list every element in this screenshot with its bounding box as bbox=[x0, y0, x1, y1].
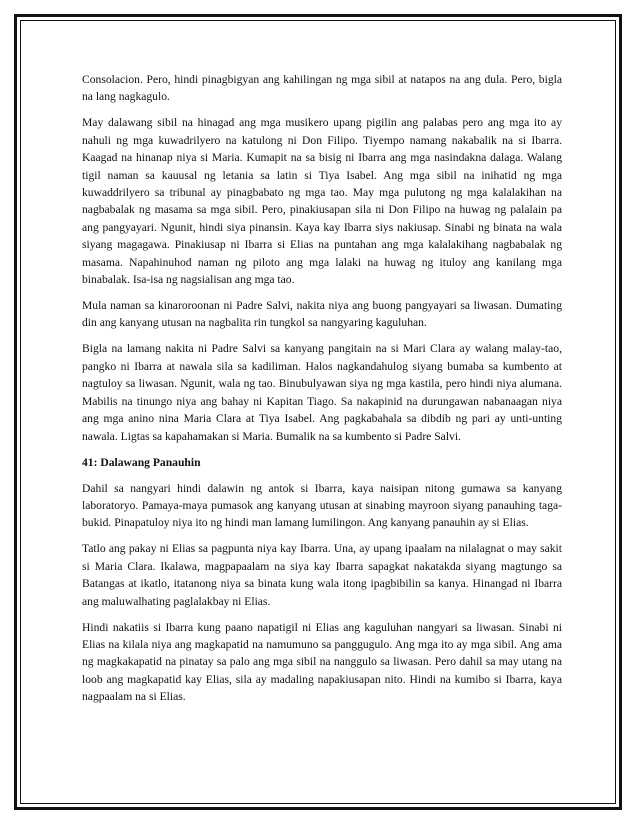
paragraph: Hindi nakatiis si Ibarra kung paano napatigil ni Elias ang kaguluhan nangyari sa liwasan. Sinabi ni Elias na kilala niya ang magkapatid na namumuno sa panggugulo. Ang mga ito ay mga sibil. Ang ama ng magkakapatid na pinatay sa palo ang mga sibil na nanggulo sa liwasan. Pero dahil sa may utang na loob ang magkapatid kay Elias, sila ay madaling napakiusapan nito. Hindi na kumibo si Ibarra, kaya nagpaalam na si Elias. bbox=[82, 620, 562, 704]
section-heading: 41: Dalawang Panauhin bbox=[82, 455, 201, 469]
paragraph: May dalawang sibil na hinagad ang mga musikero upang pigilin ang palabas pero ang mga ito ay nahuli ng mga kuwadrilyero na katulong ni Don Filipo. Tiyempo namang nakabalik na si Ibarra. Kaagad na hinanap niya si Maria. Kumapit na sa bisig ni Ibarra ang mga nasindakna dalaga. Walang tigil naman sa kauusal ng letania sa latin si Tiya Isabel. Ang mga sibil na inihatid ng mga kuwaddrilyero sa tribunal ay pinagbabato ng mga tao. May mga pulutong ng mga kalalakihan na nagbabalak ng masama sa mga sibil. Pero, pinakiusapan sila ni Don Filipo na huwag ng palalain pa ang pangyayari. Ngunit, hindi siya pinansin. Kaya kay Ibarra siys nakiusap. Sinabi ng binata na wala siyang magagawa. Pinakiusap ni Ibarra si Elias na puntahan ang mga kalalakihang nagbabalak ng masama. Napahinuhod naman ng piloto ang mga lalaki na huwag ng ituloy ang kanilang mga binabalak. Isa-isa ng nagsialisan ang mga tao. bbox=[82, 116, 562, 287]
document-body bbox=[82, 71, 562, 714]
paragraph: Dahil sa nangyari hindi dalawin ng antok si Ibarra, kaya naisipan nitong gumawa sa kanyang laboratoryo. Pamaya-maya pumasok ang kanyang utusan at sinabing mayroon siyang panauhing taga-bukid. Pinapatuloy niya ito ng hindi man lamang lumilingon. Ang kanyang panauhin ay si Elias. bbox=[82, 481, 562, 530]
paragraph: Bigla na lamang nakita ni Padre Salvi sa kanyang pangitain na si Mari Clara ay walang malay-tao, pangko ni Ibarra at nawala sila sa kadiliman. Halos nagkandahulog siyang bumaba sa kumbento at nagtuloy sa liwasan. Ngunit, wala ng tao. Binubulyawan siya ng mga kastila, pero hindi niya alumana. Mabilis na tinungo niya ang bahay ni Kapitan Tiago. Sa nakapinid na durungawan nabanaagan niya ang mga anino nina Maria Clara at Tiya Isabel. Ang pagkabahala sa dibdib ng pari ay unti-unting nawala. Ligtas sa kapahamakan si Maria. Bumalik na sa kumbento si Padre Salvi. bbox=[82, 342, 562, 443]
paragraph: Mula naman sa kinaroroonan ni Padre Salvi, nakita niya ang buong pangyayari sa liwasan. Dumating din ang kanyang utusan na nagbalita rin tungkol sa nangyaring kaguluhan. bbox=[82, 299, 562, 330]
paragraph: Consolacion. Pero, hindi pinagbigyan ang kahilingan ng mga sibil at natapos na ang dula. Pero, bigla na lang nagkagulo. bbox=[82, 73, 562, 104]
paragraph: Tatlo ang pakay ni Elias sa pagpunta niya kay Ibarra. Una, ay upang ipaalam na nilalagnat o may sakit si Maria Clara. Ikalawa, magpapaalam na siya kay Ibarra sapagkat nakatakda siyang magtungo sa Batangas at ikatlo, itatanong niya sa binata kung wala itong ipagbibilin sa kanya. Hinangad ni Ibarra ang maluwalhating paglalakbay ni Elias. bbox=[82, 542, 562, 608]
